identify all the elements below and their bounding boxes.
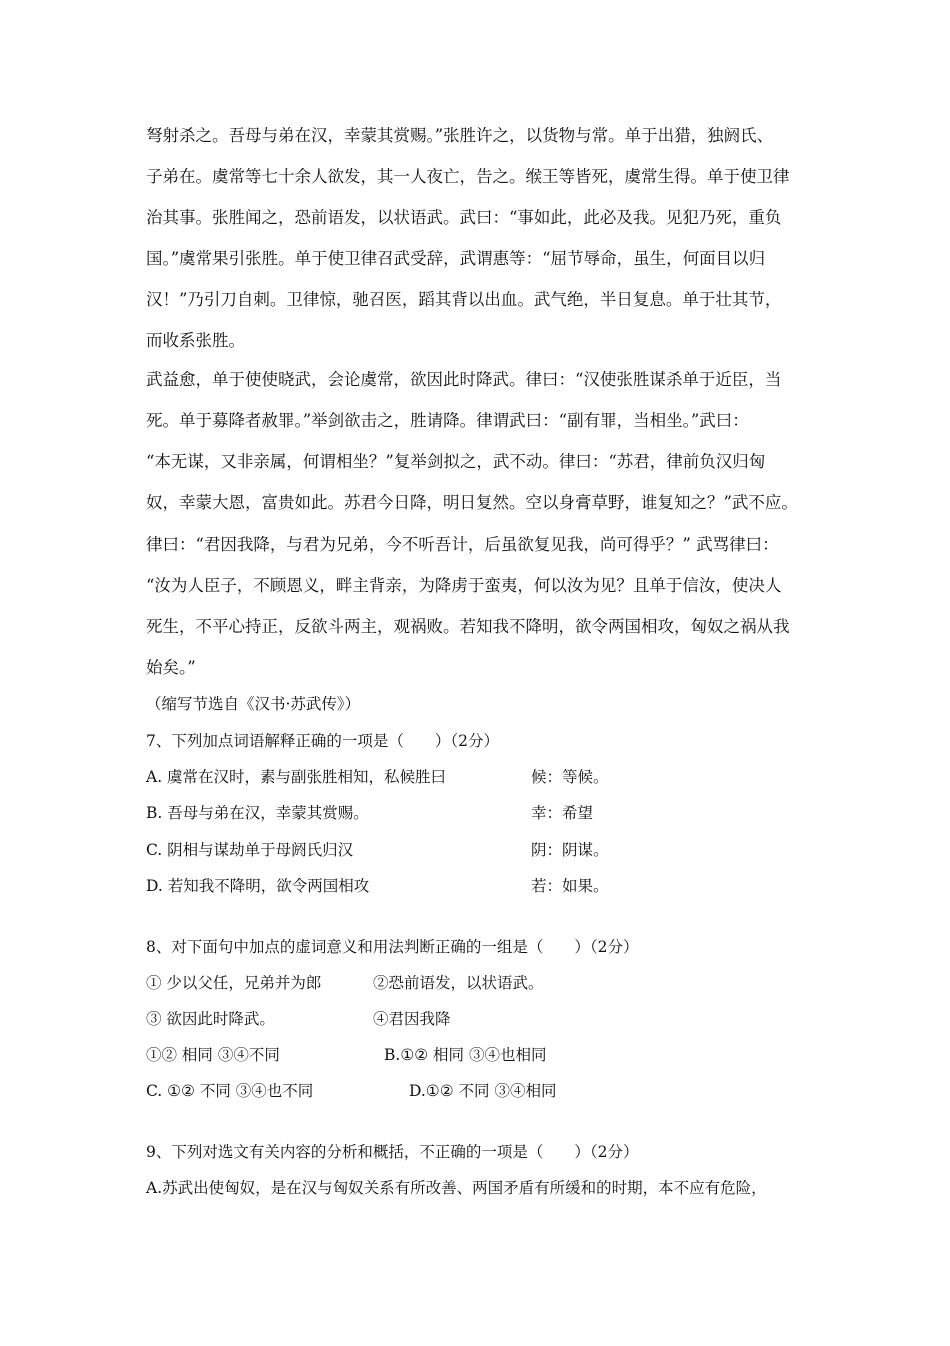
question-8-choice-b: B.①② 相同 ③④也相同 — [384, 1046, 547, 1064]
question-9-option-a: A.苏武出使匈奴，是在汉与匈奴关系有所改善、两国矛盾有所缓和的时期，本不应有危险， — [146, 1179, 767, 1197]
question-8-choice-c: C. ①② 不同 ③④也不同 — [146, 1082, 314, 1100]
question-7-option-a: A. 虞常在汉时，素与副张胜相知，私候胜曰 — [146, 768, 447, 786]
passage-line: 死生，不平心持正，反欲斗两主，观祸败。若知我不降明，欲令两国相攻，匈奴之祸从我 — [146, 617, 790, 636]
question-7-option-b-gloss: 幸：希望 — [531, 804, 594, 822]
question-8-sentence-3: ③ 欲因此时降武。 — [146, 1010, 275, 1028]
question-7-option-d-gloss: 若：如果。 — [531, 877, 609, 895]
question-8-sentence-4: ④君因我降 — [373, 1010, 451, 1028]
question-7-option-d: D. 若知我不降明，欲令两国相攻 — [146, 877, 370, 895]
passage-line: 律曰：“君因我降，与君为兄弟，今不听吾计，后虽欲复见我，尚可得乎？” 武骂律曰： — [146, 535, 779, 554]
passage-line: 子弟在。虞常等七十余人欲发，其一人夜亡，告之。缑王等皆死，虞常生得。单于使卫律 — [146, 167, 790, 186]
passage-line: “本无谋，又非亲属，何谓相坐？”复举剑拟之，武不动。律曰：“苏君，律前负汉归匈 — [146, 452, 766, 471]
passage-line: 治其事。张胜闻之，恐前语发，以状语武。武曰：“事如此，此必及我。见犯乃死，重负 — [146, 208, 782, 227]
question-9-stem: 9、下列对选文有关内容的分析和概括，不正确的一项是（ ）（2分） — [146, 1143, 639, 1161]
passage-line: 而收系张胜。 — [146, 331, 245, 350]
passage-line: “汝为人臣子，不顾恩义，畔主背亲，为降虏于蛮夷，何以汝为见？且单于信汝，使决人 — [146, 576, 782, 595]
passage-source: （缩写节选自《汉书·苏武传》） — [146, 695, 361, 713]
passage-line: 国。”虞常果引张胜。单于使卫律召武受辞，武谓惠等：“屈节辱命，虽生，何面目以归 — [146, 249, 766, 268]
question-7-option-c: C. 阴相与谋劫单于母阏氏归汉 — [146, 841, 354, 859]
question-7-option-c-gloss: 阴：阴谋。 — [531, 841, 609, 859]
question-8-sentence-2: ②恐前语发，以状语武。 — [373, 974, 544, 992]
question-7-stem: 7、下列加点词语解释正确的一项是（ ）（2分） — [146, 732, 499, 750]
passage-line: 死。单于募降者赦罪。”举剑欲击之，胜请降。律谓武曰：“副有罪，当相坐。”武曰： — [146, 411, 749, 430]
passage-line: 弩射杀之。吾母与弟在汉，幸蒙其赏赐。”张胜许之，以货物与常。单于出猎，独阏氏、 — [146, 126, 774, 145]
passage-line: 奴，幸蒙大恩，富贵如此。苏君今日降，明日复然。空以身膏草野，谁复知之？”武不应。 — [146, 493, 798, 512]
passage-line: 始矣。” — [146, 658, 196, 677]
question-7-option-b: B. 吾母与弟在汉，幸蒙其赏赐。 — [146, 804, 369, 822]
question-8-choice-d: D.①② 不同 ③④相同 — [409, 1082, 557, 1100]
question-7-option-a-gloss: 候：等候。 — [531, 768, 609, 786]
question-8-sentence-1: ① 少以父任，兄弟并为郎 — [146, 974, 322, 992]
passage-line: 武益愈，单于使使晓武，会论虞常，欲因此时降武。律曰：“汉使张胜谋杀单于近臣，当 — [146, 370, 782, 389]
passage-line: 汉！”乃引刀自刺。卫律惊，驰召医，蹈其背以出血。武气绝，半日复息。单于壮其节， — [146, 290, 782, 309]
question-8-stem: 8、对下面句中加点的虚词意义和用法判断正确的一组是（ ）（2分） — [146, 938, 639, 956]
question-8-choice-a: ①② 相同 ③④不同 — [146, 1046, 280, 1064]
